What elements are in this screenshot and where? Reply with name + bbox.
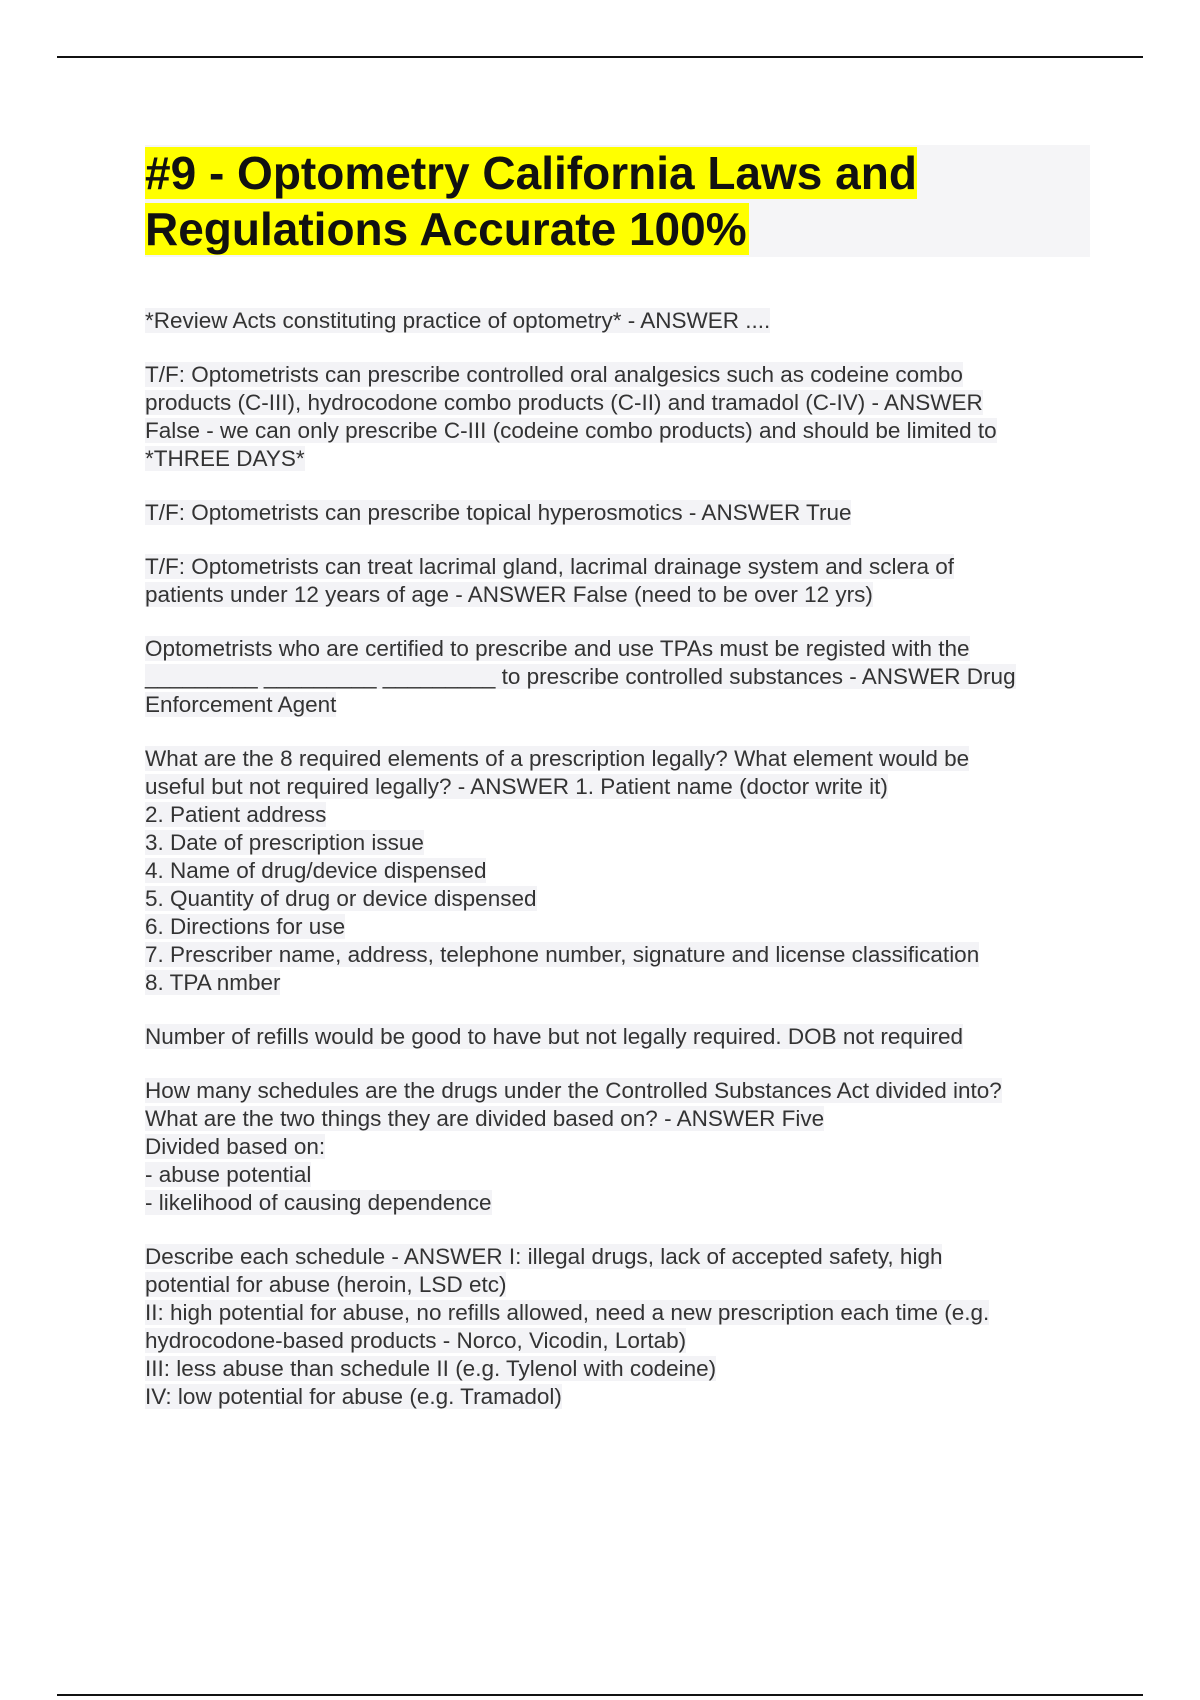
qa-line [145,581,1090,609]
qa-line-text: Divided based on: [145,1134,326,1159]
qa-line-text: useful but not required legally? - ANSWER 1. Patient name (doctor write it) [145,774,888,799]
qa-entry [145,1243,1090,1411]
qa-line [145,801,1090,829]
qa-line-text: *Review Acts constituting practice of optometry* - ANSWER .... [145,308,771,333]
qa-line-text: How many schedules are the drugs under the Controlled Substances Act divided into? [145,1078,1002,1103]
qa-line [145,635,1090,663]
qa-entry [145,307,1090,335]
qa-line-text: _________ _________ _________ to prescribe controlled substances - ANSWER Drug [145,664,1016,689]
qa-line [145,745,1090,773]
qa-line-text: III: less abuse than schedule II (e.g. Tylenol with codeine) [145,1356,717,1381]
page-content [145,145,1090,1437]
qa-line-text: What are the 8 required elements of a prescription legally? What element would be [145,746,970,771]
qa-line [145,445,1090,473]
qa-entry [145,745,1090,997]
qa-entry [145,1077,1090,1217]
qa-line-text: potential for abuse (heroin, LSD etc) [145,1272,507,1297]
qa-line-text: - likelihood of causing dependence [145,1190,492,1215]
qa-line-text: T/F: Optometrists can treat lacrimal gland, lacrimal drainage system and sclera of [145,554,955,579]
qa-line [145,1189,1090,1217]
qa-line [145,1271,1090,1299]
document-title [145,145,1090,257]
qa-line [145,553,1090,581]
qa-line [145,663,1090,691]
qa-line [145,1243,1090,1271]
qa-line [145,829,1090,857]
qa-line-text: 6. Directions for use [145,914,346,939]
qa-line-text: 8. TPA nmber [145,970,281,995]
qa-line [145,417,1090,445]
title-block [145,145,1090,257]
qa-entry [145,635,1090,719]
qa-line-text: II: high potential for abuse, no refills allowed, need a new prescription each time (e.g. [145,1300,990,1325]
top-rule [57,56,1143,58]
qa-line-text: T/F: Optometrists can prescribe controlled oral analgesics such as codeine combo [145,362,963,387]
qa-entry [145,499,1090,527]
qa-line-text: 3. Date of prescription issue [145,830,424,855]
bottom-rule [57,1694,1143,1696]
qa-line-text: Optometrists who are certified to prescribe and use TPAs must be registed with the [145,636,970,661]
qa-line [145,969,1090,997]
qa-line-text: - abuse potential [145,1162,312,1187]
qa-list [145,307,1090,1411]
qa-line-text: 7. Prescriber name, address, telephone number, signature and license classification [145,942,980,967]
qa-line [145,1023,1090,1051]
qa-entry [145,1023,1090,1051]
qa-line-text: IV: low potential for abuse (e.g. Tramadol) [145,1384,562,1409]
qa-line-text: Enforcement Agent [145,692,337,717]
qa-line-text: hydrocodone-based products - Norco, Vicodin, Lortab) [145,1328,687,1353]
qa-line-text: Number of refills would be good to have but not legally required. DOB not required [145,1024,963,1049]
qa-line [145,941,1090,969]
qa-line [145,1299,1090,1327]
qa-line [145,1383,1090,1411]
qa-line-text: What are the two things they are divided based on? - ANSWER Five [145,1106,825,1131]
qa-line [145,913,1090,941]
qa-line [145,389,1090,417]
qa-line-text: False - we can only prescribe C-III (codeine combo products) and should be limited to [145,418,997,443]
qa-line-text: 2. Patient address [145,802,327,827]
qa-entry [145,553,1090,609]
qa-line [145,1077,1090,1105]
document-title-text: #9 - Optometry California Laws and Regulations Accurate 100% [145,147,917,255]
qa-line [145,857,1090,885]
qa-line-text: products (C-III), hydrocodone combo products (C-II) and tramadol (C-IV) - ANSWER [145,390,983,415]
qa-line-text: patients under 12 years of age - ANSWER False (need to be over 12 yrs) [145,582,873,607]
qa-line [145,1161,1090,1189]
qa-line-text: T/F: Optometrists can prescribe topical hyperosmotics - ANSWER True [145,500,852,525]
qa-line [145,1105,1090,1133]
qa-line [145,361,1090,389]
qa-line-text: Describe each schedule - ANSWER I: illegal drugs, lack of accepted safety, high [145,1244,943,1269]
qa-entry [145,361,1090,473]
qa-line [145,1327,1090,1355]
qa-line [145,1355,1090,1383]
qa-line [145,773,1090,801]
qa-line-text: 4. Name of drug/device dispensed [145,858,487,883]
qa-line-text: 5. Quantity of drug or device dispensed [145,886,537,911]
qa-line [145,691,1090,719]
qa-line-text: *THREE DAYS* [145,446,305,471]
qa-line [145,1133,1090,1161]
qa-line [145,885,1090,913]
qa-line [145,499,1090,527]
qa-line [145,307,1090,335]
